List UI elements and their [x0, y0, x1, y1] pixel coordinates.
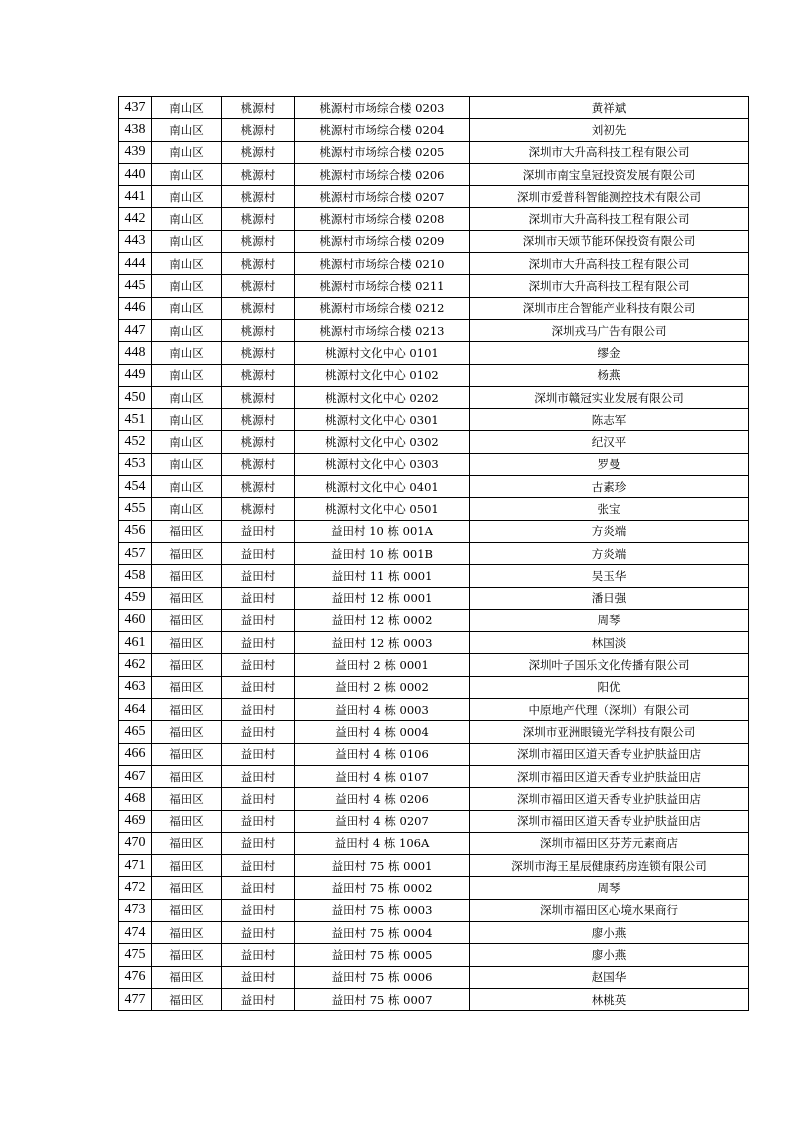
district-cell: 福田区 [152, 565, 222, 587]
unit-cell: 桃源村市场综合楼 0203 [295, 97, 470, 119]
table-row [119, 319, 749, 341]
row-number-cell: 471 [119, 855, 152, 877]
occupant-cell: 林桃英 [470, 988, 749, 1010]
village-cell: 桃源村 [222, 119, 295, 141]
village-cell: 桃源村 [222, 275, 295, 297]
table-row [119, 699, 749, 721]
occupant-cell: 深圳市南宝皇冠投资发展有限公司 [470, 163, 749, 185]
unit-cell: 益田村 75 栋 0004 [295, 921, 470, 943]
occupant-cell: 深圳市福田区芬芳元素商店 [470, 832, 749, 854]
row-number-cell: 445 [119, 275, 152, 297]
district-cell: 福田区 [152, 899, 222, 921]
district-cell: 南山区 [152, 163, 222, 185]
table-row [119, 186, 749, 208]
unit-cell: 益田村 75 栋 0002 [295, 877, 470, 899]
district-cell: 南山区 [152, 141, 222, 163]
table-row [119, 342, 749, 364]
village-cell: 益田村 [222, 944, 295, 966]
row-number-cell: 443 [119, 230, 152, 252]
occupant-cell: 方炎端 [470, 520, 749, 542]
village-cell: 桃源村 [222, 453, 295, 475]
unit-cell: 益田村 12 栋 0002 [295, 609, 470, 631]
table-row [119, 230, 749, 252]
table-row [119, 832, 749, 854]
district-cell: 南山区 [152, 97, 222, 119]
table-row [119, 275, 749, 297]
row-number-cell: 475 [119, 944, 152, 966]
table-row [119, 386, 749, 408]
village-cell: 桃源村 [222, 97, 295, 119]
table-row [119, 632, 749, 654]
district-cell: 福田区 [152, 587, 222, 609]
table-row [119, 810, 749, 832]
row-number-cell: 451 [119, 409, 152, 431]
district-cell: 南山区 [152, 476, 222, 498]
table-row [119, 498, 749, 520]
village-cell: 桃源村 [222, 431, 295, 453]
table-row [119, 476, 749, 498]
occupant-cell: 深圳市大升高科技工程有限公司 [470, 141, 749, 163]
village-cell: 益田村 [222, 921, 295, 943]
unit-cell: 益田村 12 栋 0001 [295, 587, 470, 609]
table-row [119, 855, 749, 877]
village-cell: 桃源村 [222, 342, 295, 364]
district-cell: 南山区 [152, 253, 222, 275]
district-cell: 福田区 [152, 542, 222, 564]
district-cell: 福田区 [152, 676, 222, 698]
unit-cell: 桃源村市场综合楼 0207 [295, 186, 470, 208]
occupant-cell: 陈志军 [470, 409, 749, 431]
table-row [119, 409, 749, 431]
district-cell: 南山区 [152, 364, 222, 386]
unit-cell: 桃源村文化中心 0501 [295, 498, 470, 520]
occupant-cell: 古素珍 [470, 476, 749, 498]
occupant-cell: 深圳市赣冠实业发展有限公司 [470, 386, 749, 408]
row-number-cell: 444 [119, 253, 152, 275]
table-row [119, 364, 749, 386]
occupant-cell: 中原地产代理（深圳）有限公司 [470, 699, 749, 721]
table-row [119, 542, 749, 564]
district-cell: 南山区 [152, 297, 222, 319]
district-cell: 南山区 [152, 319, 222, 341]
village-cell: 益田村 [222, 609, 295, 631]
row-number-cell: 447 [119, 319, 152, 341]
village-cell: 益田村 [222, 743, 295, 765]
unit-cell: 桃源村文化中心 0202 [295, 386, 470, 408]
village-cell: 桃源村 [222, 208, 295, 230]
village-cell: 益田村 [222, 877, 295, 899]
district-cell: 南山区 [152, 186, 222, 208]
occupant-cell: 周琴 [470, 609, 749, 631]
occupant-cell: 纪汉平 [470, 431, 749, 453]
row-number-cell: 448 [119, 342, 152, 364]
table-row [119, 609, 749, 631]
district-cell: 南山区 [152, 453, 222, 475]
row-number-cell: 461 [119, 632, 152, 654]
table-row [119, 163, 749, 185]
unit-cell: 益田村 2 栋 0002 [295, 676, 470, 698]
table-row [119, 988, 749, 1010]
unit-cell: 益田村 12 栋 0003 [295, 632, 470, 654]
table-row [119, 453, 749, 475]
row-number-cell: 452 [119, 431, 152, 453]
occupant-cell: 廖小燕 [470, 921, 749, 943]
row-number-cell: 474 [119, 921, 152, 943]
unit-cell: 桃源村市场综合楼 0209 [295, 230, 470, 252]
district-cell: 南山区 [152, 409, 222, 431]
row-number-cell: 473 [119, 899, 152, 921]
occupant-cell: 深圳市福田区道天香专业护肤益田店 [470, 765, 749, 787]
village-cell: 桃源村 [222, 476, 295, 498]
village-cell: 桃源村 [222, 319, 295, 341]
occupant-cell: 周琴 [470, 877, 749, 899]
district-cell: 南山区 [152, 119, 222, 141]
table-row [119, 944, 749, 966]
district-cell: 福田区 [152, 765, 222, 787]
village-cell: 益田村 [222, 810, 295, 832]
district-cell: 南山区 [152, 208, 222, 230]
unit-cell: 益田村 10 栋 001A [295, 520, 470, 542]
table-row [119, 676, 749, 698]
village-cell: 桃源村 [222, 364, 295, 386]
occupant-cell: 深圳叶子国乐文化传播有限公司 [470, 654, 749, 676]
village-cell: 益田村 [222, 855, 295, 877]
table-row [119, 141, 749, 163]
unit-cell: 益田村 75 栋 0005 [295, 944, 470, 966]
occupant-cell: 深圳市爱普科智能测控技术有限公司 [470, 186, 749, 208]
table-row [119, 721, 749, 743]
occupant-cell: 深圳市福田区心境水果商行 [470, 899, 749, 921]
district-cell: 福田区 [152, 988, 222, 1010]
row-number-cell: 439 [119, 141, 152, 163]
table-row [119, 297, 749, 319]
occupant-cell: 深圳戎马广告有限公司 [470, 319, 749, 341]
unit-cell: 益田村 4 栋 0003 [295, 699, 470, 721]
row-number-cell: 458 [119, 565, 152, 587]
table-row [119, 565, 749, 587]
unit-cell: 桃源村市场综合楼 0208 [295, 208, 470, 230]
unit-cell: 益田村 4 栋 0106 [295, 743, 470, 765]
unit-cell: 桃源村文化中心 0301 [295, 409, 470, 431]
row-number-cell: 459 [119, 587, 152, 609]
unit-cell: 桃源村市场综合楼 0206 [295, 163, 470, 185]
table-row [119, 587, 749, 609]
row-number-cell: 450 [119, 386, 152, 408]
table-row [119, 208, 749, 230]
row-number-cell: 469 [119, 810, 152, 832]
row-number-cell: 440 [119, 163, 152, 185]
records-table-body [119, 97, 749, 1011]
row-number-cell: 456 [119, 520, 152, 542]
table-row [119, 97, 749, 119]
occupant-cell: 深圳市亚洲眼镜光学科技有限公司 [470, 721, 749, 743]
row-number-cell: 441 [119, 186, 152, 208]
unit-cell: 益田村 10 栋 001B [295, 542, 470, 564]
occupant-cell: 赵国华 [470, 966, 749, 988]
village-cell: 益田村 [222, 788, 295, 810]
row-number-cell: 477 [119, 988, 152, 1010]
unit-cell: 益田村 4 栋 0206 [295, 788, 470, 810]
row-number-cell: 476 [119, 966, 152, 988]
table-row [119, 765, 749, 787]
table-row [119, 899, 749, 921]
occupant-cell: 吴玉华 [470, 565, 749, 587]
district-cell: 南山区 [152, 275, 222, 297]
unit-cell: 桃源村市场综合楼 0205 [295, 141, 470, 163]
occupant-cell: 深圳市福田区道天香专业护肤益田店 [470, 788, 749, 810]
unit-cell: 桃源村文化中心 0302 [295, 431, 470, 453]
district-cell: 南山区 [152, 342, 222, 364]
district-cell: 福田区 [152, 743, 222, 765]
village-cell: 益田村 [222, 988, 295, 1010]
unit-cell: 益田村 75 栋 0003 [295, 899, 470, 921]
district-cell: 福田区 [152, 877, 222, 899]
table-row [119, 877, 749, 899]
unit-cell: 桃源村市场综合楼 0204 [295, 119, 470, 141]
district-cell: 南山区 [152, 498, 222, 520]
village-cell: 益田村 [222, 721, 295, 743]
district-cell: 福田区 [152, 921, 222, 943]
unit-cell: 桃源村市场综合楼 0211 [295, 275, 470, 297]
row-number-cell: 460 [119, 609, 152, 631]
unit-cell: 益田村 4 栋 0107 [295, 765, 470, 787]
district-cell: 福田区 [152, 944, 222, 966]
row-number-cell: 453 [119, 453, 152, 475]
village-cell: 益田村 [222, 632, 295, 654]
village-cell: 益田村 [222, 676, 295, 698]
row-number-cell: 463 [119, 676, 152, 698]
village-cell: 益田村 [222, 654, 295, 676]
row-number-cell: 466 [119, 743, 152, 765]
occupant-cell: 深圳市福田区道天香专业护肤益田店 [470, 810, 749, 832]
village-cell: 益田村 [222, 565, 295, 587]
village-cell: 益田村 [222, 587, 295, 609]
unit-cell: 益田村 4 栋 0004 [295, 721, 470, 743]
occupant-cell: 黄祥斌 [470, 97, 749, 119]
village-cell: 益田村 [222, 520, 295, 542]
village-cell: 益田村 [222, 542, 295, 564]
unit-cell: 益田村 75 栋 0001 [295, 855, 470, 877]
unit-cell: 益田村 4 栋 0207 [295, 810, 470, 832]
unit-cell: 益田村 75 栋 0006 [295, 966, 470, 988]
row-number-cell: 455 [119, 498, 152, 520]
table-row [119, 966, 749, 988]
unit-cell: 桃源村市场综合楼 0212 [295, 297, 470, 319]
occupant-cell: 深圳市大升高科技工程有限公司 [470, 253, 749, 275]
occupant-cell: 深圳市庄合智能产业科技有限公司 [470, 297, 749, 319]
row-number-cell: 468 [119, 788, 152, 810]
village-cell: 桃源村 [222, 409, 295, 431]
occupant-cell: 潘日强 [470, 587, 749, 609]
unit-cell: 桃源村文化中心 0401 [295, 476, 470, 498]
occupant-cell: 缪金 [470, 342, 749, 364]
district-cell: 福田区 [152, 855, 222, 877]
unit-cell: 桃源村市场综合楼 0210 [295, 253, 470, 275]
unit-cell: 益田村 75 栋 0007 [295, 988, 470, 1010]
district-cell: 南山区 [152, 431, 222, 453]
table-row [119, 743, 749, 765]
district-cell: 福田区 [152, 810, 222, 832]
village-cell: 益田村 [222, 966, 295, 988]
village-cell: 桃源村 [222, 230, 295, 252]
unit-cell: 益田村 4 栋 106A [295, 832, 470, 854]
district-cell: 福田区 [152, 788, 222, 810]
row-number-cell: 467 [119, 765, 152, 787]
occupant-cell: 罗曼 [470, 453, 749, 475]
table-row [119, 119, 749, 141]
table-row [119, 654, 749, 676]
row-number-cell: 454 [119, 476, 152, 498]
occupant-cell: 深圳市天颂节能环保投资有限公司 [470, 230, 749, 252]
unit-cell: 桃源村文化中心 0303 [295, 453, 470, 475]
occupant-cell: 刘初先 [470, 119, 749, 141]
district-cell: 福田区 [152, 632, 222, 654]
district-cell: 福田区 [152, 832, 222, 854]
village-cell: 桃源村 [222, 163, 295, 185]
table-row [119, 921, 749, 943]
unit-cell: 桃源村文化中心 0102 [295, 364, 470, 386]
district-cell: 福田区 [152, 699, 222, 721]
district-cell: 福田区 [152, 721, 222, 743]
village-cell: 桃源村 [222, 498, 295, 520]
row-number-cell: 438 [119, 119, 152, 141]
row-number-cell: 472 [119, 877, 152, 899]
row-number-cell: 437 [119, 97, 152, 119]
occupant-cell: 深圳市海王星辰健康药房连锁有限公司 [470, 855, 749, 877]
row-number-cell: 462 [119, 654, 152, 676]
village-cell: 桃源村 [222, 297, 295, 319]
row-number-cell: 449 [119, 364, 152, 386]
district-cell: 福田区 [152, 520, 222, 542]
district-cell: 福田区 [152, 654, 222, 676]
table-row [119, 431, 749, 453]
row-number-cell: 464 [119, 699, 152, 721]
table-row [119, 788, 749, 810]
row-number-cell: 470 [119, 832, 152, 854]
district-cell: 南山区 [152, 230, 222, 252]
row-number-cell: 442 [119, 208, 152, 230]
district-cell: 南山区 [152, 386, 222, 408]
table-row [119, 520, 749, 542]
occupant-cell: 方炎端 [470, 542, 749, 564]
village-cell: 桃源村 [222, 141, 295, 163]
occupant-cell: 深圳市大升高科技工程有限公司 [470, 275, 749, 297]
village-cell: 益田村 [222, 765, 295, 787]
unit-cell: 益田村 2 栋 0001 [295, 654, 470, 676]
occupant-cell: 廖小燕 [470, 944, 749, 966]
occupant-cell: 深圳市大升高科技工程有限公司 [470, 208, 749, 230]
district-cell: 福田区 [152, 609, 222, 631]
row-number-cell: 446 [119, 297, 152, 319]
district-cell: 福田区 [152, 966, 222, 988]
unit-cell: 桃源村市场综合楼 0213 [295, 319, 470, 341]
row-number-cell: 457 [119, 542, 152, 564]
village-cell: 桃源村 [222, 386, 295, 408]
occupant-cell: 张宝 [470, 498, 749, 520]
row-number-cell: 465 [119, 721, 152, 743]
records-table [118, 96, 749, 1011]
village-cell: 益田村 [222, 832, 295, 854]
occupant-cell: 阳优 [470, 676, 749, 698]
unit-cell: 桃源村文化中心 0101 [295, 342, 470, 364]
village-cell: 益田村 [222, 899, 295, 921]
village-cell: 桃源村 [222, 186, 295, 208]
village-cell: 益田村 [222, 699, 295, 721]
table-row [119, 253, 749, 275]
unit-cell: 益田村 11 栋 0001 [295, 565, 470, 587]
village-cell: 桃源村 [222, 253, 295, 275]
occupant-cell: 杨燕 [470, 364, 749, 386]
occupant-cell: 深圳市福田区道天香专业护肤益田店 [470, 743, 749, 765]
occupant-cell: 林国淡 [470, 632, 749, 654]
